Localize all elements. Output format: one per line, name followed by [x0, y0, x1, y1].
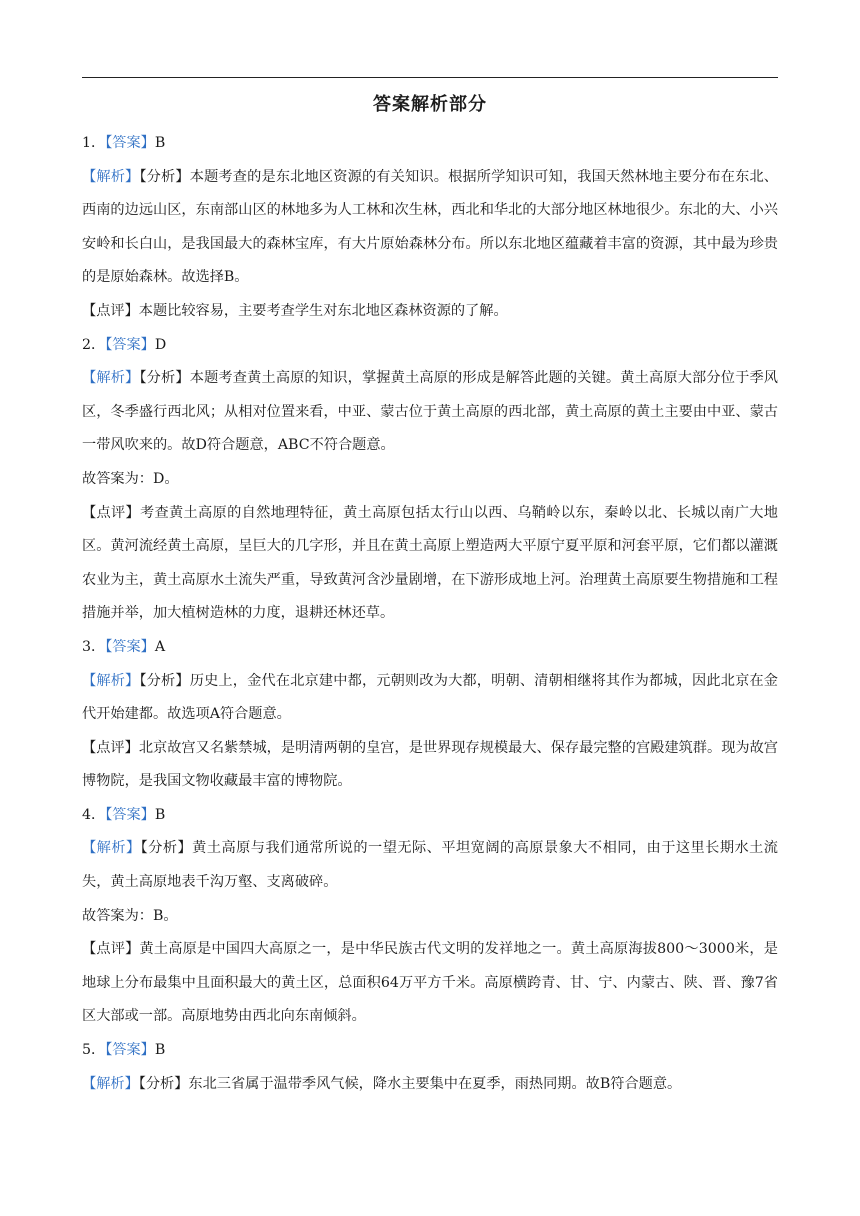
answer-line	[82, 127, 778, 161]
conclusion-line: 故答案为：D。	[82, 470, 179, 487]
analysis-text: 【分析】黄土高原与我们通常所说的一望无际、平坦宽阔的高原景象大不相同，由于这里长期水土流失，黄土高原地表千沟万壑、支离破碎。	[82, 840, 778, 891]
answer-value: B	[154, 1042, 166, 1059]
answer-value: A	[154, 638, 166, 655]
comment-paragraph: 【点评】黄土高原是中国四大高原之一，是中华民族古代文明的发祥地之一。黄土高原海拔800～3000米，是地球上分布最集中且面积最大的黄土区，总面积64万平方千米。高原横跨青、甘、宁、内蒙古、陕、晋、豫7省区大部或一部。高原地势由西北向东南倾斜。	[82, 941, 778, 1025]
analysis-tag: 【解析】	[82, 840, 141, 857]
header-divider	[82, 77, 778, 78]
answer-tag: 【答案】	[105, 336, 155, 353]
analysis-tag: 【解析】	[82, 672, 140, 689]
answer-tag: 【答案】	[105, 135, 155, 151]
answer-tag: 【答案】	[105, 806, 155, 823]
answer-line	[82, 329, 778, 363]
answer-tag: 【答案】	[105, 1042, 155, 1059]
question-number: 4．	[82, 806, 106, 823]
page-title: 答案解析部分	[373, 94, 487, 115]
analysis-paragraph	[82, 161, 778, 295]
answer-line	[82, 799, 778, 833]
answer-value: D	[154, 336, 167, 353]
analysis-text: 【分析】本题考查的是东北地区资源的有关知识。根据所学知识可知，我国天然林地主要分布在东北、西南的边远山区，东南部山区的林地多为人工林和次生林，西北和华北的大部分地区林地很少。东北的大、小兴安岭和长白山，是我国最大的森林宝库，有大片原始森林分布。所以东北地区蕴藏着丰富的资源，其中最为珍贵的是原始森林。故选择B。	[82, 168, 778, 286]
analysis-paragraph	[82, 832, 778, 899]
answer-tag: 【答案】	[105, 638, 155, 655]
analysis-tag: 【解析】	[82, 370, 140, 387]
analysis-text: 【分析】历史上，金代在北京建中都，元朝则改为大都，明朝、清朝相继将其作为都城，因此北京在金代开始建都。故选项A符合题意。	[82, 672, 778, 723]
question-number: 3．	[82, 638, 106, 655]
answer-value: B	[154, 806, 166, 823]
answer-line	[82, 1034, 778, 1068]
analysis-paragraph	[82, 362, 778, 463]
question-number: 5．	[82, 1042, 106, 1059]
analysis-paragraph	[82, 1068, 778, 1102]
question-number: 2．	[82, 336, 106, 353]
comment-paragraph: 【点评】本题比较容易，主要考查学生对东北地区森林资源的了解。	[82, 302, 508, 319]
analysis-text: 【分析】本题考查黄土高原的知识，掌握黄土高原的形成是解答此题的关键。黄土高原大部分位于季风区，冬季盛行西北风；从相对位置来看，中亚、蒙古位于黄土高原的西北部，黄土高原的黄土主要由中亚、蒙古一带风吹来的。故D符合题意，ABC不符合题意。	[82, 370, 778, 454]
comment-paragraph: 【点评】北京故宫又名紫禁城，是明清两朝的皇宫，是世界现存规模最大、保存最完整的宫殿建筑群。现为故宫博物院，是我国文物收藏最丰富的博物院。	[82, 739, 778, 790]
conclusion-line: 故答案为：B。	[82, 907, 178, 924]
answer-line	[82, 631, 778, 665]
comment-paragraph: 【点评】考查黄土高原的自然地理特征，黄土高原包括太行山以西、乌鞘岭以东，秦岭以北、长城以南广大地区。黄河流经黄土高原，呈巨大的几字形，并且在黄土高原上塑造两大平原宁夏平原和河套平原，它们都以灌溉农业为主，黄土高原水土流失严重，导致黄河含沙量剧增，在下游形成地上河。治理黄土高原要生物措施和工程措施并举，加大植树造林的力度，退耕还林还草。	[82, 504, 778, 622]
analysis-text: 【分析】东北三省属于温带季风气候，降水主要集中在夏季，雨热同期。故B符合题意。	[138, 1075, 682, 1092]
analysis-tag: 【解析】	[82, 1075, 139, 1092]
analysis-paragraph	[82, 665, 778, 732]
answer-list	[82, 127, 778, 1101]
analysis-tag: 【解析】	[82, 168, 140, 185]
question-number: 1．	[82, 135, 106, 151]
answer-value: B	[154, 135, 166, 151]
